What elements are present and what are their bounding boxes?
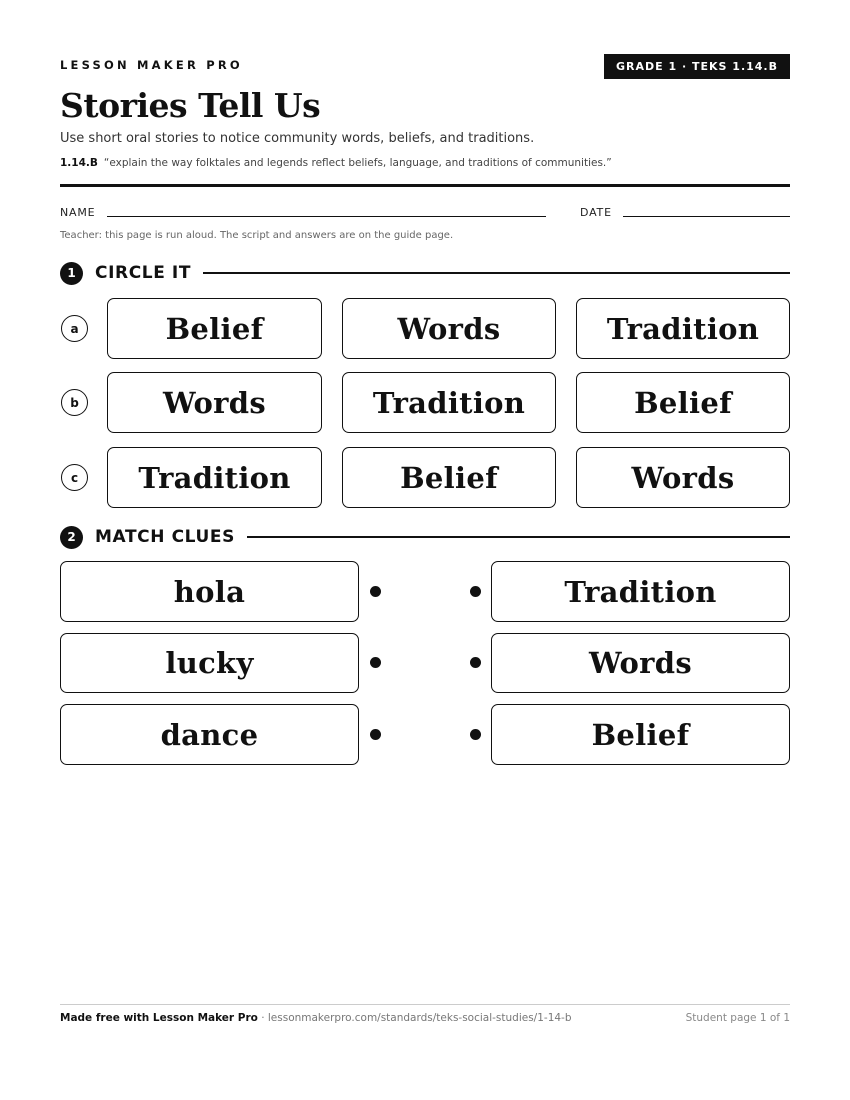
footer-page-number: Student page 1 of 1 xyxy=(685,1012,790,1024)
match-clue-left[interactable]: lucky xyxy=(60,633,359,693)
match-dot-right[interactable] xyxy=(470,729,481,740)
grade-badge: GRADE 1 · TEKS 1.14.B xyxy=(604,54,790,79)
section-divider xyxy=(247,536,790,538)
page-title: Stories Tell Us xyxy=(60,86,321,125)
match-dot-left[interactable] xyxy=(370,586,381,597)
header-divider xyxy=(60,184,790,187)
page-subtitle: Use short oral stories to notice community words, beliefs, and traditions. xyxy=(60,131,535,146)
circle-word-option[interactable]: Belief xyxy=(576,372,790,433)
footer-divider xyxy=(60,1004,790,1005)
circle-word-option[interactable]: Words xyxy=(576,447,790,508)
name-field[interactable] xyxy=(107,216,546,217)
match-answer-right[interactable]: Tradition xyxy=(491,561,790,622)
brand-name: LESSON MAKER PRO xyxy=(60,58,243,72)
section-circle-it-header xyxy=(60,261,790,285)
circle-word-option[interactable]: Belief xyxy=(342,447,556,508)
standard-line xyxy=(60,157,612,169)
match-dot-right[interactable] xyxy=(470,586,481,597)
match-dot-left[interactable] xyxy=(370,729,381,740)
teacher-note: Teacher: this page is run aloud. The script and answers are on the guide page. xyxy=(60,230,454,241)
row-letter-b: b xyxy=(61,389,88,416)
circle-word-option[interactable]: Tradition xyxy=(342,372,556,433)
footer-made-with: Made free with Lesson Maker Pro xyxy=(60,1012,258,1024)
standard-text: “explain the way folktales and legends reflect beliefs, language, and traditions of communities.” xyxy=(103,157,612,169)
circle-word-option[interactable]: Tradition xyxy=(576,298,790,359)
row-letter-a: a xyxy=(61,315,88,342)
footer-url[interactable]: · lessonmakerpro.com/standards/teks-social-studies/1-14-b xyxy=(257,1012,572,1024)
section-number-badge: 2 xyxy=(60,526,83,549)
section-title: MATCH CLUES xyxy=(95,527,235,547)
section-divider xyxy=(203,272,790,274)
circle-word-option[interactable]: Tradition xyxy=(107,447,322,508)
match-answer-right[interactable]: Belief xyxy=(491,704,790,765)
match-clue-left[interactable]: hola xyxy=(60,561,359,622)
footer-credit xyxy=(60,1012,572,1024)
circle-word-option[interactable]: Belief xyxy=(107,298,322,359)
standard-code: 1.14.B xyxy=(60,157,98,169)
section-number-badge: 1 xyxy=(60,262,83,285)
date-field[interactable] xyxy=(623,216,790,217)
section-match-clues-header xyxy=(60,525,790,549)
match-dot-right[interactable] xyxy=(470,657,481,668)
circle-word-option[interactable]: Words xyxy=(107,372,322,433)
name-label: NAME xyxy=(60,206,96,219)
date-label: DATE xyxy=(580,206,612,219)
section-title: CIRCLE IT xyxy=(95,263,192,283)
match-answer-right[interactable]: Words xyxy=(491,633,790,693)
match-dot-left[interactable] xyxy=(370,657,381,668)
circle-word-option[interactable]: Words xyxy=(342,298,556,359)
row-letter-c: c xyxy=(61,464,88,491)
match-clue-left[interactable]: dance xyxy=(60,704,359,765)
